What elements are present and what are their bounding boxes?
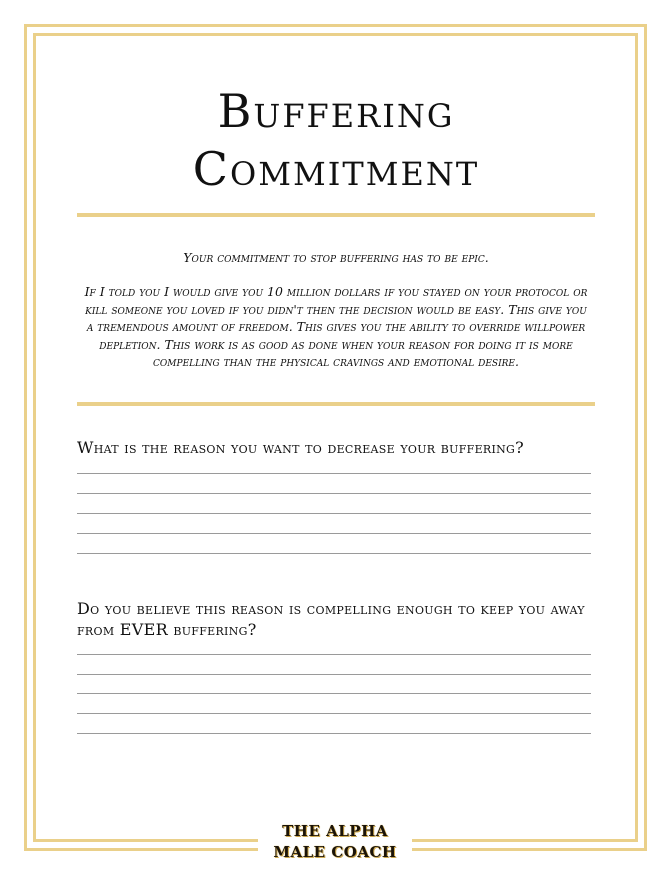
answer-line[interactable] [77,533,591,534]
answer-line[interactable] [77,493,591,494]
answer-line[interactable] [77,713,591,714]
answer-line[interactable] [77,693,591,694]
question-1: What is the reason you want to decrease your buffering? [77,438,525,457]
question-2: Do you believe this reason is compelling enough to keep you away from EVER buffering? [77,599,585,639]
answer-line[interactable] [77,473,591,474]
logo-line-2: MALE COACH [273,843,397,861]
answer-line[interactable] [77,674,591,675]
page-title-line-2: Commitment [192,142,480,196]
logo-line-1: THE ALPHA [282,822,388,840]
answer-line[interactable] [77,654,591,655]
gold-divider-top [77,213,595,217]
intro-lead: Your commitment to stop buffering has to be epic. [183,250,489,265]
page-title-line-1: Buffering [217,84,455,138]
gold-divider-bottom [77,402,595,406]
intro-body: If I told you I would give you 10 million dollars if you stayed on your protocol or kill someone you loved if you didn't then the decision would be easy. This give you a tremendous amount of freedom. This gives you the ability to override willpower depletion. This work is as good as done when your reason for doing it is more compelling than the physical cravings and emotional desire. [84,284,588,369]
answer-line[interactable] [77,553,591,554]
answer-line[interactable] [77,733,591,734]
answer-line[interactable] [77,513,591,514]
